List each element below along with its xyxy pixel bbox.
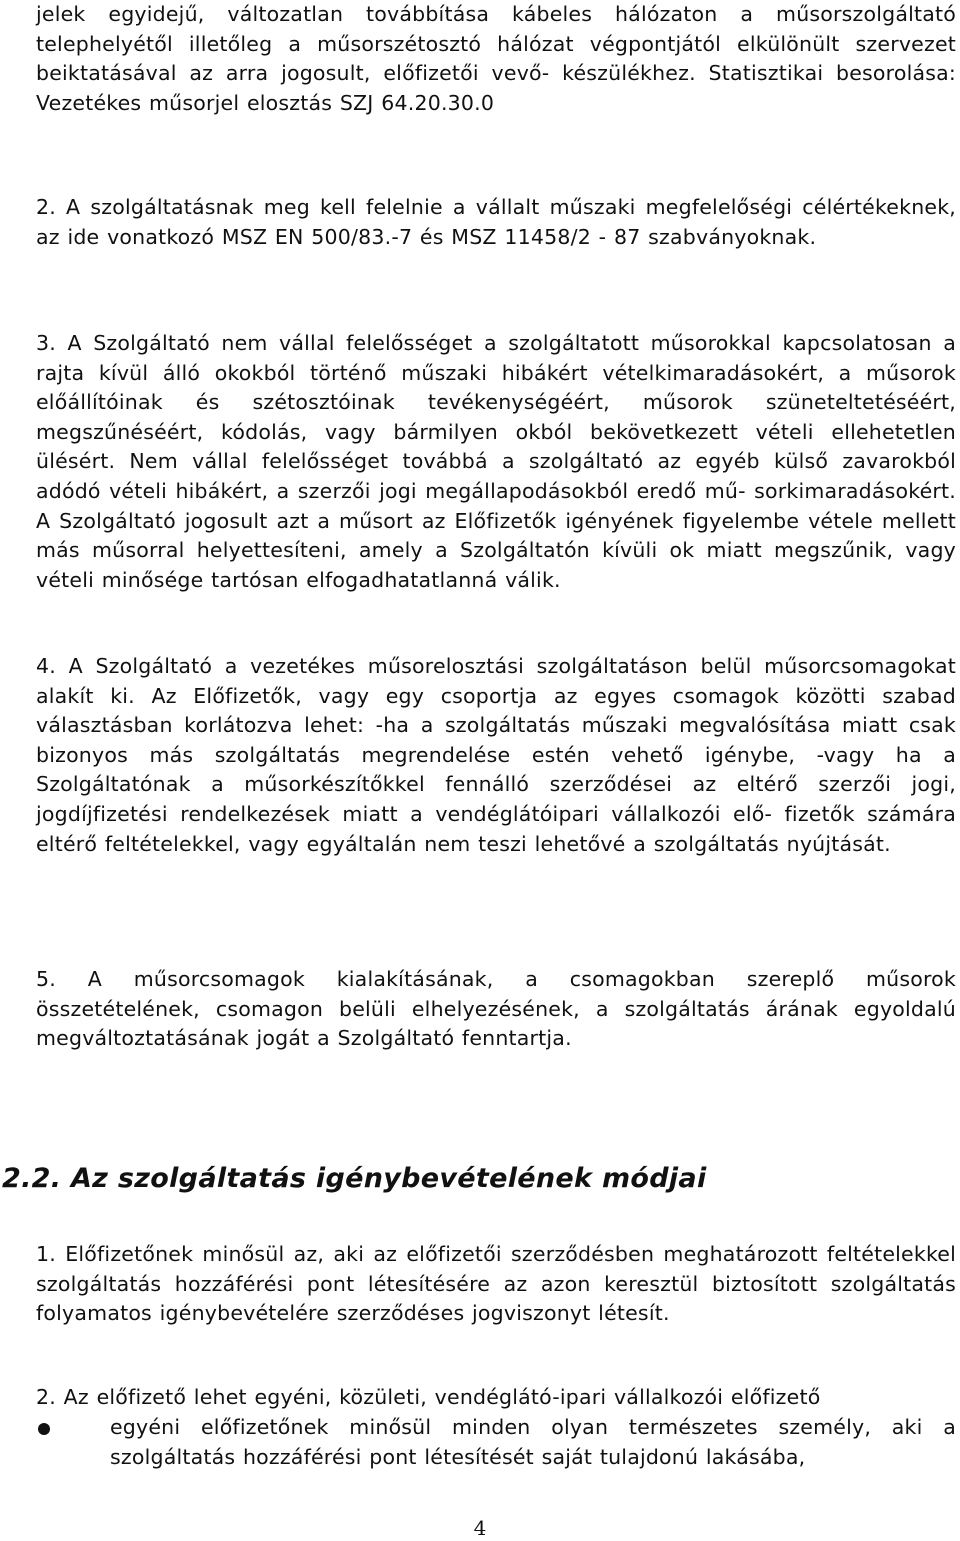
section-heading: 2.2. Az szolgáltatás igénybevételének módjai [2, 1163, 707, 1194]
paragraph-2: 2. A szolgáltatásnak meg kell felelnie a vállalt műszaki megfelelőségi célértékeknek, az ide vonatkozó MSZ EN 500/83.-7 és MSZ 11458/2 - 87 szabványoknak. [36, 195, 956, 249]
page-number: 4 [473, 1516, 487, 1540]
section-paragraph-2: 2. Az előfizető lehet egyéni, közületi, vendéglátó-ipari vállalkozói előfizető [36, 1385, 821, 1409]
paragraph-3: 3. A Szolgáltató nem vállal felelősséget a szolgáltatott műsorokkal kapcsolatosan a rajta kívül álló okokból történő műszaki hibákért vételkimaradásokért, a műsorok előállítóinak és szétosztóinak tevékenységéért, műsorok szüneteltetéséért, megszűnéséért, kódolás, vagy bármilyen okból bekövetkezett vételi ellehetetlen ülésért. Nem vállal felelősséget továbbá a szolgáltató az egyéb külső zavarokból adódó vételi hibákért, a szerzői jogi megállapodásokból eredő mű- sorkimaradásokért. A Szolgáltató jogosult azt a műsort az Előfizetők igényének figyelembe vétele mellett más műsorral helyettesíteni, amely a Szolgáltatón kívüli ok miatt megszűnik, vagy vételi minősége tartósan elfogadhatatlanná válik. [36, 331, 956, 592]
bullet-list-item [36, 1413, 956, 1472]
bullet-text: egyéni előfizetőnek minősül minden olyan természetes személy, aki a szolgáltatás hozzáférési pont létesítését saját tulajdonú lakásába, [110, 1415, 956, 1469]
paragraph-5: 5. A műsorcsomagok kialakításának, a csomagokban szereplő műsorok összetételének, csomagon belüli elhelyezésének, a szolgáltatás árának egyoldalú megváltoztatásának jogát a Szolgáltató fenntartja. [36, 967, 956, 1051]
bullet-icon [38, 1423, 50, 1435]
paragraph-continued: jelek egyidejű, változatlan továbbítása kábeles hálózaton a műsorszolgáltató telephelyétől illetőleg a műsorszétosztó hálózat végpontjától elkülönült szervezet beiktatásával az arra jogosult, előfizetői vevő- készülékhez. Statisztikai besorolása: Vezetékes műsorjel elosztás SZJ 64.20.30.0 [36, 2, 956, 115]
section-paragraph-1: 1. Előfizetőnek minősül az, aki az előfizetői szerződésben meghatározott feltételekkel szolgáltatás hozzáférési pont létesítésére az azon keresztül biztosított szolgáltatás folyamatos igénybevételére szerződéses jogviszonyt létesít. [36, 1242, 956, 1326]
paragraph-4: 4. A Szolgáltató a vezetékes műsorelosztási szolgáltatáson belül műsorcsomagokat alakít ki. Az Előfizetők, vagy egy csoportja az egyes csomagok közötti szabad választásban korlátozva lehet: -ha a szolgáltatás műszaki megvalósítása miatt csak bizonyos más szolgáltatás megrendelése estén vehető igénybe, -vagy ha a Szolgáltatónak a műsorkészítőkkel fennálló szerződései az eltérő szerzői jogi, jogdíjfizetési rendelkezések miatt a vendéglátóipari vállalkozói elő- fizetők számára eltérő feltételekkel, vagy egyáltalán nem teszi lehetővé a szolgáltatás nyújtását. [36, 654, 956, 856]
